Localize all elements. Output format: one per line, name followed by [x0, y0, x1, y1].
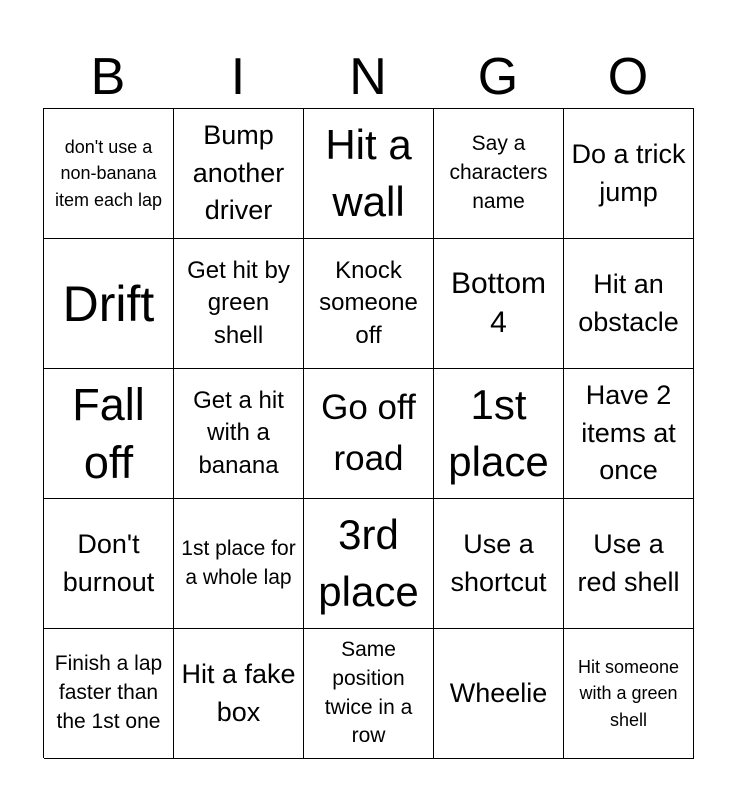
header-letter-g: G — [477, 48, 519, 106]
cell-label: Say a characters name — [449, 132, 548, 213]
bingo-header — [43, 42, 693, 108]
cell-label: Knock someone off — [319, 256, 418, 349]
bingo-cell[interactable] — [174, 369, 304, 499]
cell-label: Wheelie — [449, 677, 548, 708]
cell-label: 3rd place — [318, 510, 419, 615]
bingo-cell[interactable] — [44, 629, 174, 759]
cell-label: Bump another driver — [192, 119, 285, 226]
bingo-cell[interactable] — [434, 369, 564, 499]
bingo-cell[interactable] — [304, 109, 434, 239]
cell-label: Use a shortcut — [450, 528, 547, 597]
bingo-cell[interactable] — [434, 239, 564, 369]
bingo-cell[interactable] — [304, 499, 434, 629]
bingo-cell[interactable] — [434, 109, 564, 239]
cell-label: Get hit by green shell — [187, 256, 290, 349]
bingo-cell[interactable] — [174, 629, 304, 759]
bingo-cell[interactable] — [174, 239, 304, 369]
bingo-cell[interactable] — [564, 239, 694, 369]
bingo-cell[interactable] — [304, 369, 434, 499]
cell-label: Do a trick jump — [571, 138, 686, 207]
cell-label: 1st place for a whole lap — [181, 536, 296, 589]
cell-label: Hit a wall — [325, 120, 412, 225]
bingo-cell[interactable] — [174, 109, 304, 239]
cell-label: Drift — [62, 275, 155, 332]
cell-label: Same position twice in a row — [324, 637, 413, 748]
header-letter-o: O — [607, 48, 649, 106]
cell-label: Go off road — [321, 387, 416, 478]
cell-label: 1st place — [448, 380, 549, 485]
cell-label: Don't burnout — [62, 528, 155, 597]
bingo-board — [43, 108, 694, 758]
bingo-cell[interactable] — [564, 629, 694, 759]
header-letter-i: I — [230, 48, 246, 106]
cell-label: Have 2 items at once — [581, 379, 676, 486]
header-letter-b: B — [90, 48, 126, 106]
bingo-cell[interactable] — [564, 499, 694, 629]
cell-label: Hit an obstacle — [578, 268, 679, 337]
cell-label: Hit a fake box — [181, 658, 296, 727]
cell-label: don't use a non-banana item each lap — [54, 137, 163, 210]
bingo-cell[interactable] — [174, 499, 304, 629]
bingo-cell[interactable] — [44, 499, 174, 629]
bingo-cell[interactable] — [44, 109, 174, 239]
bingo-cell[interactable] — [304, 239, 434, 369]
cell-label: Fall off — [72, 378, 145, 488]
bingo-cell[interactable] — [304, 629, 434, 759]
cell-label: Finish a lap faster than the 1st one — [54, 652, 163, 733]
bingo-cell[interactable] — [44, 239, 174, 369]
bingo-cell[interactable] — [44, 369, 174, 499]
bingo-cell[interactable] — [434, 629, 564, 759]
bingo-cell[interactable] — [564, 109, 694, 239]
cell-label: Get a hit with a banana — [193, 386, 284, 479]
cell-label: Bottom 4 — [450, 267, 547, 339]
cell-label: Use a red shell — [577, 528, 680, 597]
bingo-cell[interactable] — [434, 499, 564, 629]
bingo-cell[interactable] — [564, 369, 694, 499]
header-letter-n: N — [349, 48, 387, 106]
cell-label: Hit someone with a green shell — [577, 657, 680, 730]
